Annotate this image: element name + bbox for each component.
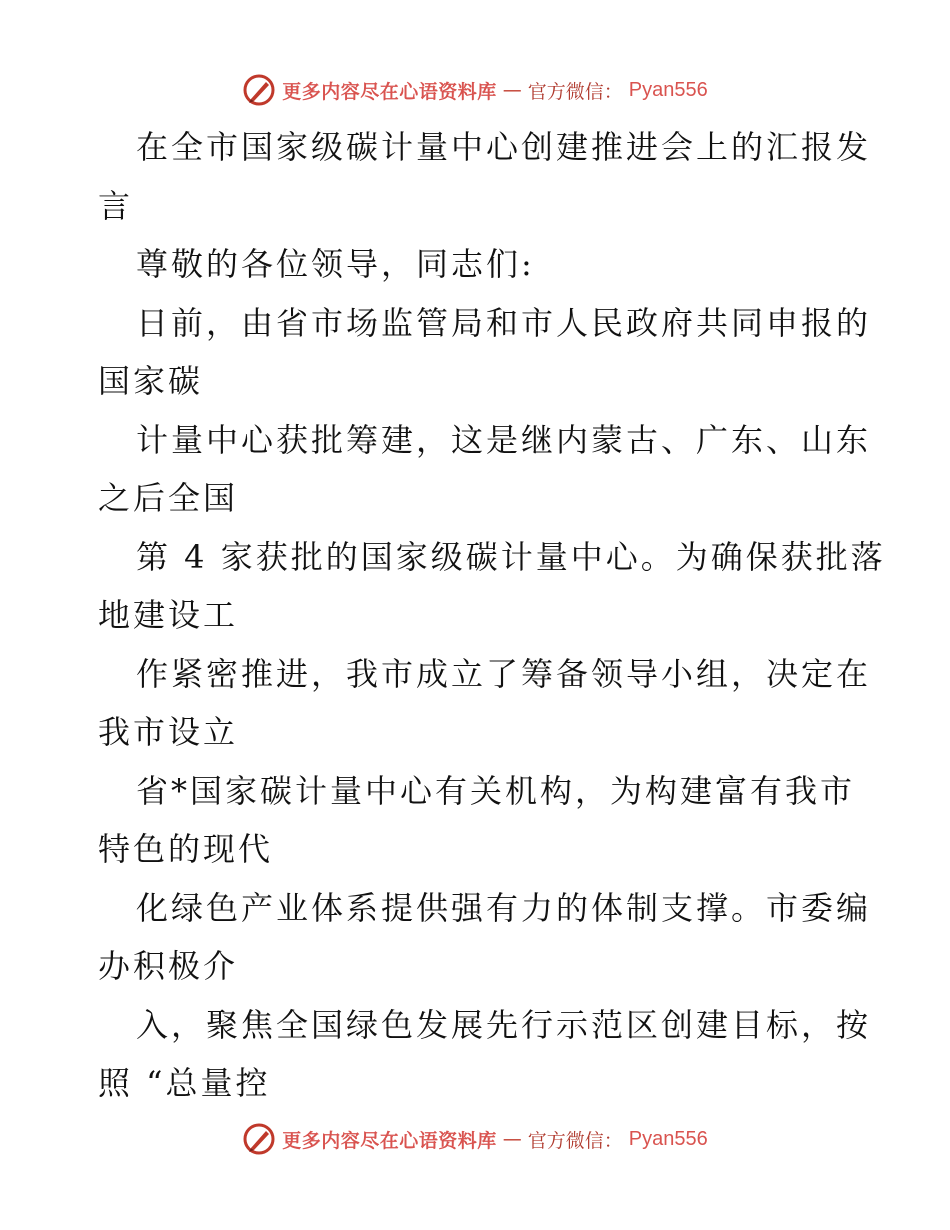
text-line: 之后全国 (98, 479, 239, 517)
footer-banner (0, 1119, 950, 1159)
text-line: 第 4 家获批的国家级碳计量中心。为确保获批落 (136, 537, 886, 576)
banner-official-label: 官方微信： (527, 80, 623, 103)
banner-slogan: 更多内容尽在心语资料库 (282, 1129, 497, 1152)
text-line: 入，聚焦全国绿色发展先行示范区创建目标，按 (136, 1005, 872, 1044)
text-line: 作紧密推进，我市成立了筹备领导小组，决定在 (136, 654, 872, 693)
text-line: 尊敬的各位领导，同志们: (136, 245, 535, 283)
banner-dash: — (502, 1128, 522, 1150)
text-line: 言 (98, 186, 134, 225)
text-line: 我市设立 (98, 713, 239, 751)
header-banner (0, 70, 950, 110)
quill-pen-logo-icon (242, 73, 276, 107)
text-line: 地建设工 (98, 596, 239, 634)
text-line: 国家碳 (98, 362, 204, 400)
text-line: 日前，由省市场监管局和市人民政府共同申报的 (136, 303, 872, 342)
text-line: 化绿色产业体系提供强有力的体制支撑。市委编 (136, 888, 872, 927)
text-line: 计量中心获批筹建，这是继内蒙古、广东、山东 (136, 420, 872, 459)
banner-slogan: 更多内容尽在心语资料库 (282, 80, 497, 103)
banner-wechat-id: Pyan556 (628, 78, 708, 101)
document-body (98, 118, 886, 1113)
banner-dash: — (502, 79, 522, 101)
text-line: 办积极介 (98, 947, 239, 985)
banner-wechat-id: Pyan556 (628, 1127, 708, 1150)
banner-official-label: 官方微信： (527, 1129, 623, 1152)
text-line: 在全市国家级碳计量中心创建推进会上的汇报发 (136, 128, 872, 166)
text-line: 特色的现代 (98, 830, 274, 868)
quill-pen-logo-icon (242, 1122, 276, 1156)
text-line: 照 “总量控 (98, 1064, 271, 1102)
text-line: 省*国家碳计量中心有关机构，为构建富有我市 (136, 771, 856, 810)
